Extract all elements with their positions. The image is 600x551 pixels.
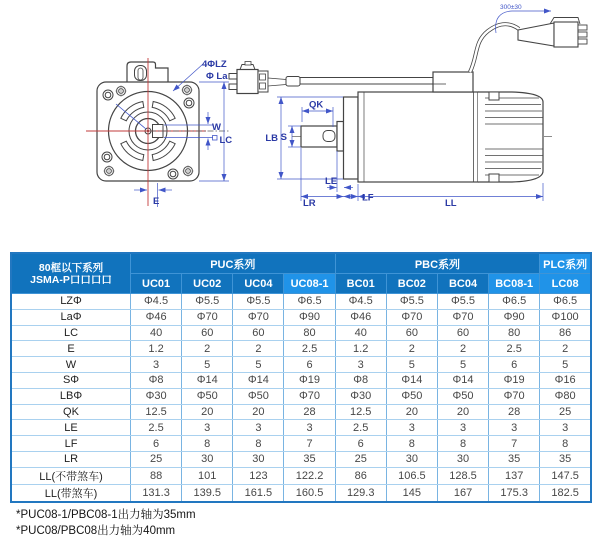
dimension-value: 3	[131, 357, 182, 373]
table-row	[11, 467, 591, 484]
label-lf: LF	[362, 192, 374, 204]
dimension-value: Φ50	[233, 388, 284, 404]
dimension-value: 35	[284, 451, 335, 467]
row-label: LL(带煞车)	[11, 484, 131, 502]
model-column-header: UC02	[182, 274, 233, 294]
dimension-value: Φ70	[233, 309, 284, 325]
label-la: Φ La	[206, 71, 228, 82]
dimension-value: Φ4.5	[335, 294, 386, 310]
dimension-value: 8	[386, 436, 437, 452]
row-label: LE	[11, 420, 131, 436]
label-w: W	[212, 122, 221, 133]
row-label: LBΦ	[11, 388, 131, 404]
dimension-value: 2.5	[284, 341, 335, 357]
dimension-value: 3	[540, 420, 591, 436]
dimension-value: 88	[131, 467, 182, 484]
model-column-header: BC04	[437, 274, 488, 294]
dimension-value: Φ14	[233, 372, 284, 388]
dimension-value: 60	[233, 325, 284, 341]
label-bolt-holes: 4ΦLZ	[202, 59, 227, 70]
dimension-value: Φ14	[386, 372, 437, 388]
label-e: E	[153, 196, 160, 207]
dimension-value: 28	[284, 404, 335, 420]
row-label: W	[11, 357, 131, 373]
dimension-value: 8	[182, 436, 233, 452]
dimension-value: 30	[437, 451, 488, 467]
dimension-value: Φ5.5	[233, 294, 284, 310]
dimension-value: Φ70	[386, 309, 437, 325]
table-row	[11, 309, 591, 325]
dimension-value: Φ8	[131, 372, 182, 388]
dimension-value: 122.2	[284, 467, 335, 484]
dimension-value: 161.5	[233, 484, 284, 502]
model-column-header: BC08-1	[489, 274, 540, 294]
footnote-line: *PUC08/PBC08出力轴为40mm	[16, 525, 176, 537]
dimension-value: Φ5.5	[386, 294, 437, 310]
spec-table-header	[11, 253, 591, 294]
row-label: LF	[11, 436, 131, 452]
series-group-header: PBC系列	[335, 253, 540, 274]
series-group-header: PLC系列	[540, 253, 591, 274]
dimension-value: 3	[233, 420, 284, 436]
label-cable-length: 300±30	[500, 4, 522, 11]
dimension-value: Φ8	[335, 372, 386, 388]
dimension-value: 40	[131, 325, 182, 341]
series-group-header: PUC系列	[131, 253, 336, 274]
dimension-value: 6	[284, 357, 335, 373]
dimension-value: Φ50	[437, 388, 488, 404]
dimension-value: 1.2	[131, 341, 182, 357]
model-column-header: LC08	[540, 274, 591, 294]
dimension-value: 2	[182, 341, 233, 357]
dimension-value: Φ50	[386, 388, 437, 404]
dimension-value: 7	[284, 436, 335, 452]
dimension-value: 137	[489, 467, 540, 484]
dimension-value: 3	[284, 420, 335, 436]
table-row	[11, 294, 591, 310]
dimension-value: 86	[335, 467, 386, 484]
row-label: LaΦ	[11, 309, 131, 325]
dimension-value: Φ80	[540, 388, 591, 404]
dimension-value: Φ46	[335, 309, 386, 325]
row-label: LL(不带煞车)	[11, 467, 131, 484]
dimension-value: Φ19	[489, 372, 540, 388]
dimension-value: 60	[386, 325, 437, 341]
dimension-value: Φ70	[437, 309, 488, 325]
dimension-value: 160.5	[284, 484, 335, 502]
dimension-value: 167	[437, 484, 488, 502]
dimension-value: 25	[540, 404, 591, 420]
table-row	[11, 388, 591, 404]
dimension-value: 20	[386, 404, 437, 420]
dimension-value: 6	[335, 436, 386, 452]
table-row	[11, 341, 591, 357]
dimension-value: 20	[233, 404, 284, 420]
dimension-value: 182.5	[540, 484, 591, 502]
dimension-value: 147.5	[540, 467, 591, 484]
dimension-value: 8	[233, 436, 284, 452]
row-label: LC	[11, 325, 131, 341]
dimension-value: 30	[386, 451, 437, 467]
dimension-value: Φ4.5	[131, 294, 182, 310]
spec-table-body	[11, 294, 591, 502]
dimension-value: 80	[489, 325, 540, 341]
dimension-value: Φ46	[131, 309, 182, 325]
dimension-value: Φ6.5	[489, 294, 540, 310]
dimension-value: Φ16	[540, 372, 591, 388]
table-row	[11, 372, 591, 388]
dimension-value: 20	[437, 404, 488, 420]
dimension-spec-table	[10, 252, 592, 503]
table-row	[11, 404, 591, 420]
row-label: LZΦ	[11, 294, 131, 310]
dimension-value: 80	[284, 325, 335, 341]
dimension-value: Φ50	[182, 388, 233, 404]
dimension-value: 5	[437, 357, 488, 373]
table-row	[11, 484, 591, 502]
dimension-value: 3	[182, 420, 233, 436]
model-column-header: UC01	[131, 274, 182, 294]
dimension-value: Φ30	[335, 388, 386, 404]
corner-header: 80框以下系列 JSMA-P口口口口	[11, 253, 131, 294]
dimension-value: 35	[489, 451, 540, 467]
dimension-value: 12.5	[335, 404, 386, 420]
dimension-value: Φ19	[284, 372, 335, 388]
label-qk: QK	[309, 99, 324, 111]
table-row	[11, 325, 591, 341]
dimension-value: 20	[182, 404, 233, 420]
dimension-value: 60	[182, 325, 233, 341]
row-label: E	[11, 341, 131, 357]
dimension-value: 2	[386, 341, 437, 357]
dimension-value: 86	[540, 325, 591, 341]
dimension-value: 25	[335, 451, 386, 467]
label-ll: LL	[445, 198, 457, 209]
dimension-value: 128.5	[437, 467, 488, 484]
model-column-header: UC08-1	[284, 274, 335, 294]
dimension-value: 30	[233, 451, 284, 467]
dimension-value: Φ90	[489, 309, 540, 325]
dimension-value: 3	[489, 420, 540, 436]
label-s: S	[280, 132, 287, 143]
dimension-value: 2.5	[489, 341, 540, 357]
dimension-value: Φ70	[284, 388, 335, 404]
dimension-value: Φ5.5	[182, 294, 233, 310]
dimension-value: 40	[335, 325, 386, 341]
encoder-connector	[229, 62, 433, 94]
label-le: LE	[325, 176, 338, 187]
dimension-value: 2	[540, 341, 591, 357]
dimension-value: 3	[335, 357, 386, 373]
dimension-value: Φ70	[489, 388, 540, 404]
dimension-value: 106.5	[386, 467, 437, 484]
label-lb: LB	[265, 133, 278, 144]
footnotes	[16, 507, 196, 539]
dimension-value: Φ90	[284, 309, 335, 325]
dimension-value: 60	[437, 325, 488, 341]
dimension-value: 6	[131, 436, 182, 452]
footnote-line: *PUC08-1/PBC08-1出力轴为35mm	[16, 509, 196, 521]
dimension-value: 2	[233, 341, 284, 357]
dimension-value: 30	[182, 451, 233, 467]
dimension-value: 2.5	[335, 420, 386, 436]
dimension-value: Φ70	[182, 309, 233, 325]
row-label: SΦ	[11, 372, 131, 388]
dimension-value: 12.5	[131, 404, 182, 420]
dimension-value: 123	[233, 467, 284, 484]
dimension-value: 139.5	[182, 484, 233, 502]
row-label: QK	[11, 404, 131, 420]
dimension-value: 6	[489, 357, 540, 373]
dimension-value: 5	[233, 357, 284, 373]
label-lr: LR	[303, 198, 316, 209]
dimension-value: 129.3	[335, 484, 386, 502]
label-lc: LC	[219, 135, 233, 146]
dimension-value: 175.3	[489, 484, 540, 502]
dimension-value: 1.2	[335, 341, 386, 357]
dimension-value: 7	[489, 436, 540, 452]
dimension-value: Φ14	[437, 372, 488, 388]
table-row	[11, 357, 591, 373]
motor-dimension-drawing	[0, 0, 600, 248]
dimension-value: Φ30	[131, 388, 182, 404]
table-row	[11, 451, 591, 467]
model-column-header: BC01	[335, 274, 386, 294]
dimension-value: Φ6.5	[284, 294, 335, 310]
dimension-value: 101	[182, 467, 233, 484]
table-row	[11, 436, 591, 452]
dimension-value: 5	[540, 357, 591, 373]
dimension-value: 5	[182, 357, 233, 373]
dimension-value: 25	[131, 451, 182, 467]
table-row	[11, 420, 591, 436]
dimension-value: Φ6.5	[540, 294, 591, 310]
dimension-value: 131.3	[131, 484, 182, 502]
dimension-value: 8	[540, 436, 591, 452]
dimension-value: 5	[386, 357, 437, 373]
dimension-value: Φ14	[182, 372, 233, 388]
dimension-value: 145	[386, 484, 437, 502]
power-plug	[518, 18, 587, 48]
dimension-value: Φ5.5	[437, 294, 488, 310]
dimension-value: Φ100	[540, 309, 591, 325]
model-column-header: UC04	[233, 274, 284, 294]
side-view	[292, 18, 587, 183]
dimension-value: 3	[437, 420, 488, 436]
dimension-value: 2.5	[131, 420, 182, 436]
row-label: LR	[11, 451, 131, 467]
model-column-header: BC02	[386, 274, 437, 294]
dimension-value: 8	[437, 436, 488, 452]
dimension-value: 2	[437, 341, 488, 357]
dimension-value: 35	[540, 451, 591, 467]
dimension-value: 28	[489, 404, 540, 420]
dimension-value: 3	[386, 420, 437, 436]
